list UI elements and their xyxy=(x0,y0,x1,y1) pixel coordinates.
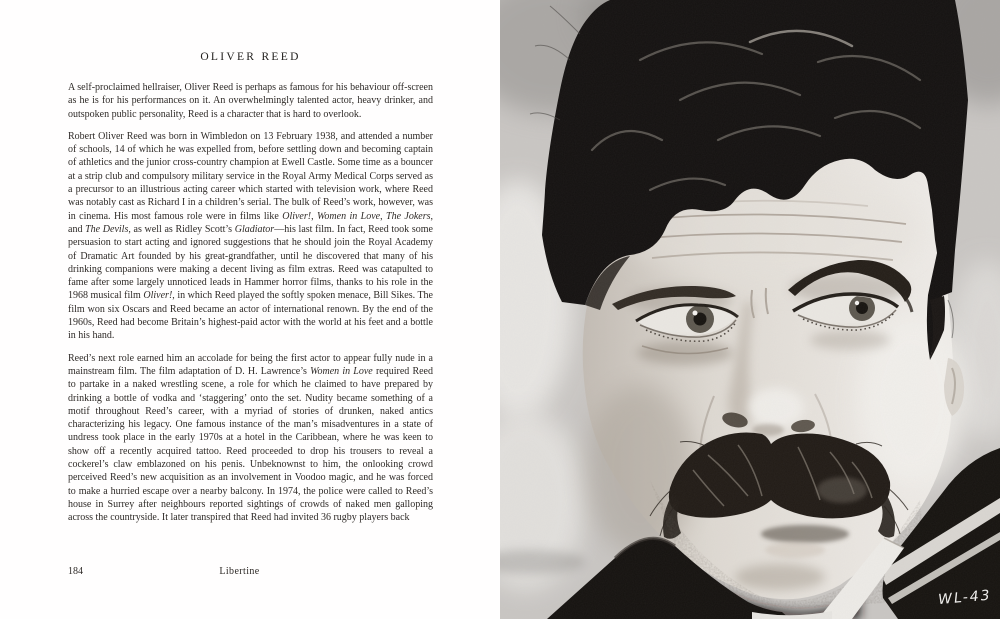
page-title: OLIVER REED xyxy=(200,51,301,63)
oliver-reed-photo xyxy=(500,0,1000,619)
film-grain-overlay xyxy=(500,0,1000,619)
photo-mark: WL-43 xyxy=(937,587,993,609)
paragraph: Reed’s next role earned him an accolade for being the first actor to appear fully nude in a mainstream film. The film adaptation of D. H. Lawrence’s Women in Love required Reed to partake in a naked wrestling scene, a role for which he claimed to have prepared by drinking a bottle of vodka and ‘staggering’ onto the set. Nudity became something of a motif throughout Reed’s career, with a myriad of stories of drunken, naked antics characterizing his legacy. One famous instance of the man’s misadventures in a state of undress took place in the early 1970s at a hotel in the Caribbean, where he was keen to show off a recently acquired tattoo. Reed proceeded to drop his trousers to reveal a cockerel’s claw emblazoned on his penis. Unbeknownst to him, the onlooking crowd perceived Reed’s new acquisition as an involvement in Voodoo magic, and he was forced to make a hurried escape over a nearby balcony. In 1974, the police were called to Reed’s house in Surrey after neighbours reported sightings of crowds of naked men galloping across the countryside. It later transpired that Reed had invited 36 rugby players back xyxy=(68,352,433,524)
body-text xyxy=(68,81,433,525)
running-title: Libertine xyxy=(219,566,260,577)
paragraph: A self-proclaimed hellraiser, Oliver Reed is perhaps as famous for his behaviour off-screen as he is for his performances on it. An overwhelmingly talented actor, heavy drinker, and outspoken public personality, Reed is a character that is hard to overlook. xyxy=(68,82,433,120)
page-footer xyxy=(68,566,433,580)
page-number: 184 xyxy=(68,566,83,577)
paragraph: Robert Oliver Reed was born in Wimbledon on 13 February 1938, and attended a number of schools, 14 of which he was expelled from, before settling down and becoming captain of athletics and the junior cross-country champion at Ewell Castle. Some time as a bouncer at a strip club and compulsory military service in the Royal Army Medical Corps served as a precursor to an illustrious acting career which started with television work, where Reed was notably cast as Richard I in a children’s serial. The bulk of Reed’s work, however, was in cinema. His most famous role were in films like Oliver!, Women in Love, The Jokers, and The Devils, as well as Ridley Scott’s Gladiator—his last film. In fact, Reed took some persuasion to start acting and ignored suggestions that he should join the Royal Academy of Dramatic Art founded by his great-grandfather, until he discovered that many of his drinking companions were making a decent living as film extras. Reed was catapulted to fame after some largely unnoticed leads in Hammer horror films, thanks to his role in the 1968 musical film Oliver!, in which Reed played the softly spoken menace, Bill Sikes. The film won six Oscars and Reed became an actor of international renown. By the end of the 1960s, Reed had become Britain’s highest-paid actor with the world at his feet and a bottle in his hand. xyxy=(68,130,434,342)
text-column xyxy=(68,51,433,534)
right-page xyxy=(500,0,1000,619)
